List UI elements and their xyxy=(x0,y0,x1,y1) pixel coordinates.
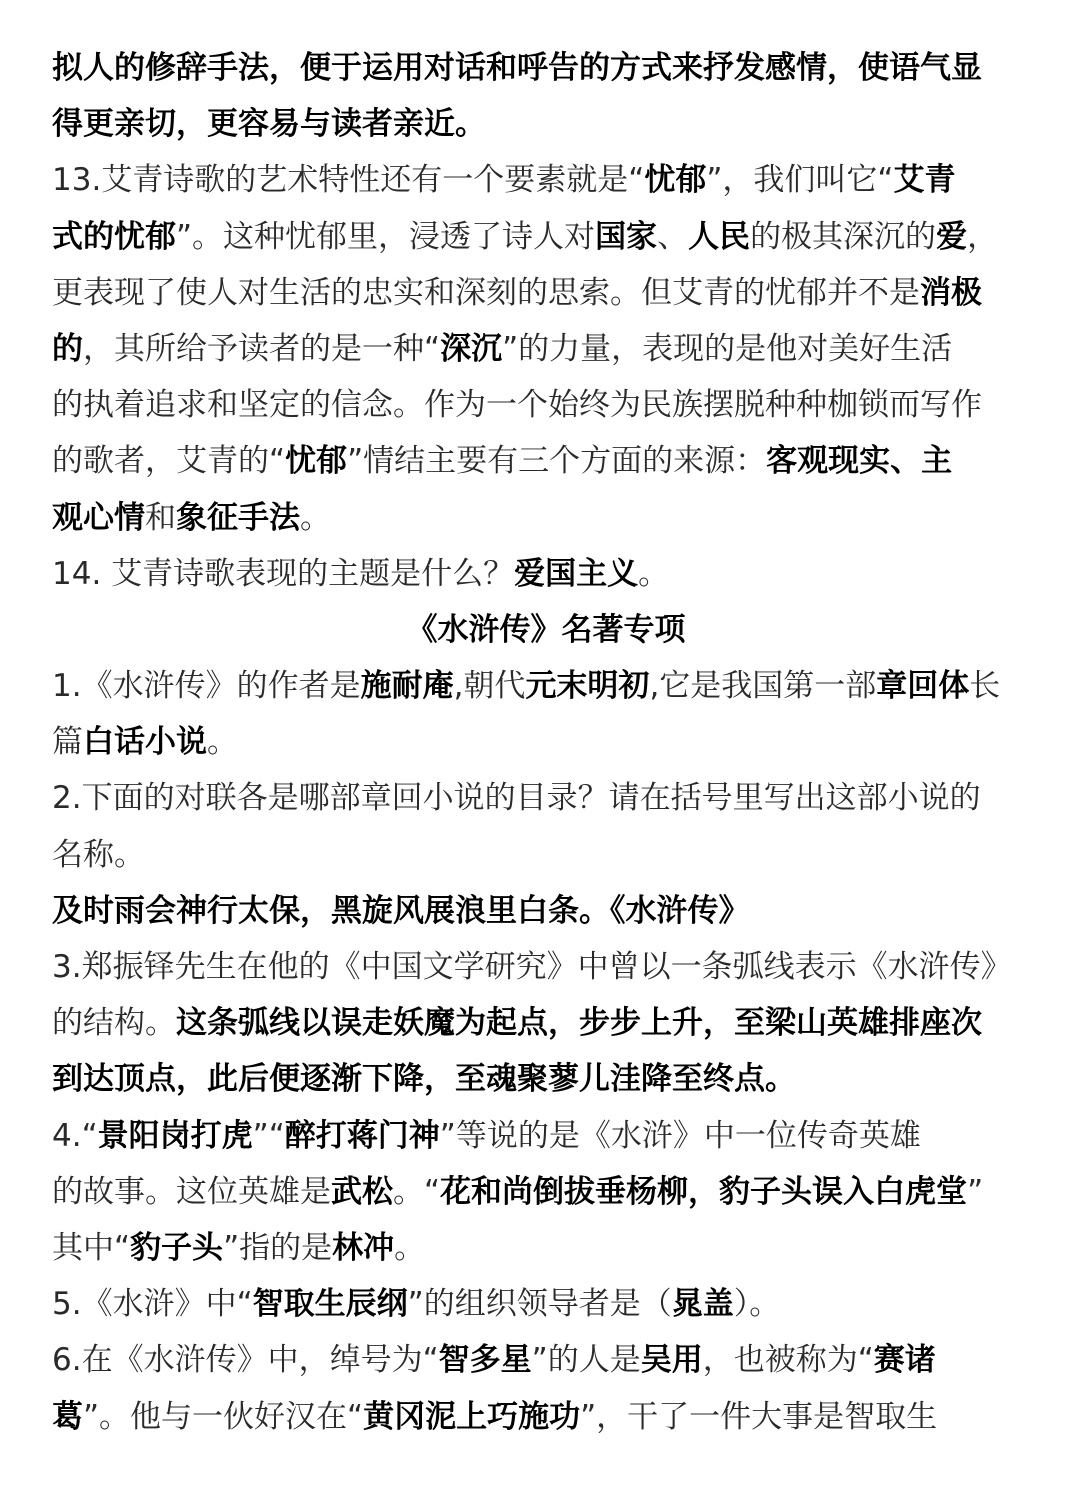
bold-answer-text: 及时雨会神行太保，黑旋风展浪里白条。《水浒传》 xyxy=(52,892,750,929)
bold-answer-text: 这条弧线以误走妖魔为起点，步步上升，至梁山英雄排座次 xyxy=(176,1005,982,1042)
text-line xyxy=(52,265,1032,321)
body-text: 的极其深沉的 xyxy=(750,218,937,255)
body-text: 。 xyxy=(300,499,331,536)
text-line xyxy=(52,939,1032,995)
body-text: 的故事。这位英雄是 xyxy=(52,1173,331,1210)
body-text: ”。他与一伙好汉在“ xyxy=(83,1398,364,1435)
bold-answer-text: 豹子头 xyxy=(130,1229,224,1266)
bold-answer-text: 到达顶点，此后便逐渐下降，至魂聚蓼儿洼降至终点。 xyxy=(52,1061,796,1098)
body-text: 6.在《水浒传》中，绰号为“ xyxy=(52,1342,439,1379)
document-page xyxy=(52,40,1032,1445)
body-text: ”等说的是《水浒》中一位传奇英雄 xyxy=(439,1117,921,1154)
bold-answer-text: 人民 xyxy=(688,218,751,255)
body-text: ”“ xyxy=(252,1117,285,1154)
body-text: 和 xyxy=(145,499,176,536)
bold-answer-text: 吴用 xyxy=(640,1342,703,1379)
body-text: 的歌者，艾青的“ xyxy=(52,443,286,480)
bold-answer-text: 象征手法 xyxy=(176,499,300,536)
bold-answer-text: 国家 xyxy=(595,218,658,255)
bold-answer-text: 白话小说 xyxy=(83,724,207,761)
body-text: ,朝代 xyxy=(453,668,526,705)
body-text: ”的人是 xyxy=(531,1342,641,1379)
bold-answer-text: 艾青 xyxy=(893,162,956,199)
bold-answer-text: 葛 xyxy=(52,1398,83,1435)
body-text: 13.艾青诗歌的艺术特性还有一个要素就是“ xyxy=(52,162,645,199)
text-line xyxy=(52,546,1032,602)
bold-answer-text: 花和尚倒拔垂杨柳，豹子头误入白虎堂 xyxy=(440,1173,968,1210)
text-line xyxy=(52,1389,1032,1445)
bold-answer-text: 景阳岗打虎 xyxy=(97,1117,253,1154)
bold-answer-text: 赛诸 xyxy=(873,1342,936,1379)
text-line xyxy=(52,1051,1032,1107)
body-text: ”情结主要有三个方面的来源： xyxy=(347,443,767,480)
bold-answer-text: 章回体 xyxy=(876,668,970,705)
text-line xyxy=(52,995,1032,1051)
body-text: 、 xyxy=(657,218,689,255)
text-line xyxy=(52,1164,1032,1220)
body-text: 4.“ xyxy=(52,1117,98,1154)
body-text: 14. 艾青诗歌表现的主题是什么？ xyxy=(52,555,515,592)
body-text: ”指的是 xyxy=(223,1229,333,1266)
body-text: 的执着追求和坚定的信念。作为一个始终为民族摆脱种种枷锁而写作 xyxy=(52,387,982,424)
text-line xyxy=(52,714,1032,770)
body-text: 更表现了使人对生活的忠实和深刻的思索。但艾青的忧郁并不是 xyxy=(52,274,920,311)
text-line xyxy=(52,883,1032,939)
bold-answer-text: 武松 xyxy=(331,1173,393,1210)
body-text: 2.下面的对联各是哪部章回小说的目录？请在括号里写出这部小说的 xyxy=(52,780,981,817)
bold-answer-text: 智多星 xyxy=(438,1342,532,1379)
text-line xyxy=(52,152,1032,208)
body-text: ” xyxy=(967,1173,984,1210)
bold-answer-text: 忧郁 xyxy=(644,162,707,199)
text-line xyxy=(52,209,1032,265)
body-text: ”，我们叫它“ xyxy=(706,162,894,199)
body-text: 篇 xyxy=(52,724,83,761)
body-text: 的结构。 xyxy=(52,1005,176,1042)
bold-answer-text: 智取生辰纲 xyxy=(252,1286,408,1323)
bold-answer-text: 消极 xyxy=(920,274,982,311)
bold-answer-text: 元末明初 xyxy=(525,668,650,705)
body-text: ”的力量，表现的是他对美好生活 xyxy=(502,330,953,367)
text-line xyxy=(52,827,1032,883)
text-line xyxy=(52,1276,1032,1332)
body-text: ，其所给予读者的是一种“ xyxy=(83,330,441,367)
bold-answer-text: 施耐庵 xyxy=(360,668,454,705)
bold-answer-text: 式的忧郁 xyxy=(52,218,176,255)
body-text: 。 xyxy=(638,555,670,592)
body-text: ”。这种忧郁里，浸透了诗人对 xyxy=(176,218,596,255)
bold-answer-text: 得更亲切，更容易与读者亲近。 xyxy=(52,106,486,143)
body-text: 长 xyxy=(969,668,1001,705)
body-text: 1.《水浒传》的作者是 xyxy=(52,668,361,705)
bold-answer-text: 拟人的修辞手法，便于运用对话和呼告的方式来抒发感情，使语气显 xyxy=(52,50,982,86)
body-text: 5.《水浒》中“ xyxy=(52,1286,253,1323)
bold-answer-text: 晁盖 xyxy=(671,1286,734,1323)
text-line xyxy=(52,40,1032,96)
body-text: ，也被称为“ xyxy=(702,1342,874,1379)
text-line xyxy=(52,1108,1032,1164)
body-text: 。 xyxy=(394,1229,426,1266)
body-text: 。 xyxy=(207,724,238,761)
text-line xyxy=(52,658,1032,714)
body-text: ）。 xyxy=(733,1286,781,1323)
body-text: ， xyxy=(967,218,999,255)
bold-answer-text: 爱国主义 xyxy=(514,555,639,592)
section-heading xyxy=(52,602,1032,658)
text-line xyxy=(52,1332,1032,1388)
bold-answer-text: 醉打蒋门神 xyxy=(284,1117,440,1154)
body-text: ”的组织领导者是（ xyxy=(407,1286,672,1323)
text-line xyxy=(52,490,1032,546)
bold-answer-text: 客观现实、主 xyxy=(766,443,953,480)
bold-answer-text: 深沉 xyxy=(440,330,503,367)
body-text: 3.郑振铎先生在他的《中国文学研究》中曾以一条弧线表示《水浒传》 xyxy=(52,949,1012,985)
text-line xyxy=(52,1220,1032,1276)
bold-answer-text: 的 xyxy=(52,330,83,367)
text-line xyxy=(52,321,1032,377)
bold-answer-text: 观心情 xyxy=(52,499,145,536)
text-line xyxy=(52,96,1032,152)
text-line xyxy=(52,377,1032,433)
text-line xyxy=(52,770,1032,826)
bold-answer-text: 林冲 xyxy=(332,1229,395,1266)
body-text: 。“ xyxy=(393,1173,441,1210)
body-text: ”，干了一件大事是智取生 xyxy=(580,1398,938,1435)
bold-answer-text: 爱 xyxy=(936,218,968,255)
text-line xyxy=(52,433,1032,489)
body-text: 名称。 xyxy=(52,836,145,873)
bold-answer-text: 黄冈泥上巧施功 xyxy=(363,1398,581,1435)
bold-answer-text: 忧郁 xyxy=(285,443,348,480)
bold-answer-text: 《水浒传》名著专项 xyxy=(406,611,686,648)
body-text: 其中“ xyxy=(52,1229,131,1266)
body-text: ,它是我国第一部 xyxy=(649,668,877,705)
